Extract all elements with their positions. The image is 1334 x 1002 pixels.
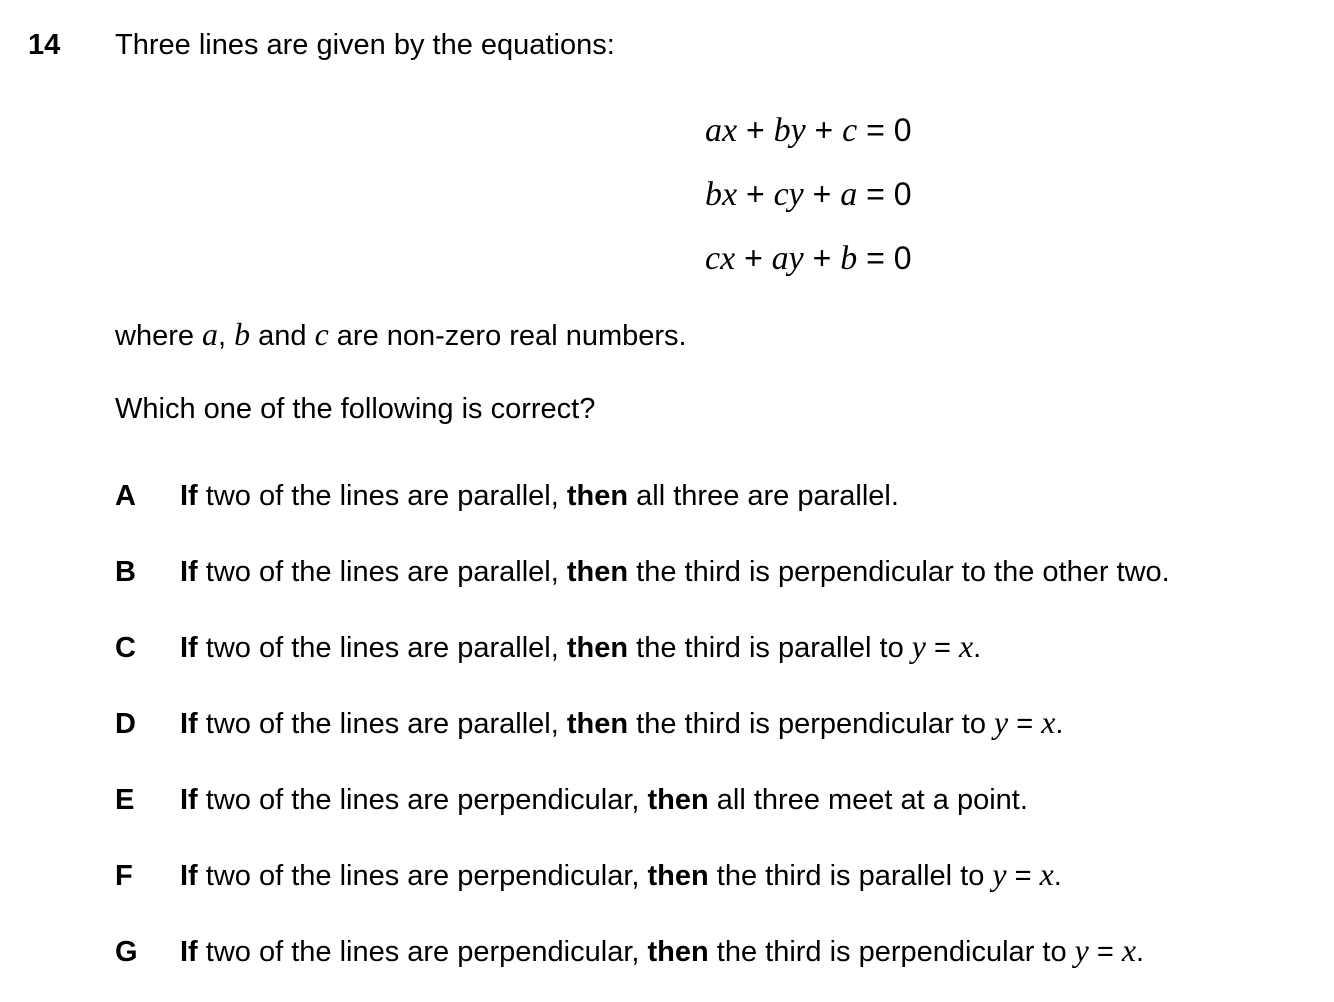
equation-line-3: cx + ay + b = 0	[705, 240, 912, 277]
option-text: If two of the lines are perpendicular, then the third is perpendicular to y = x.	[180, 933, 1145, 968]
equation-line-1: ax + by + c = 0	[705, 112, 912, 149]
option-row-g	[115, 935, 1144, 969]
option-row-c	[115, 631, 981, 665]
equation-block	[705, 98, 911, 290]
question-prompt: Which one of the following is correct?	[115, 393, 596, 425]
option-letter: D	[115, 708, 136, 740]
option-text: If two of the lines are parallel, then all three are parallel.	[180, 480, 899, 512]
option-row-a	[115, 479, 899, 513]
option-letter: A	[115, 480, 136, 512]
option-text: If two of the lines are parallel, then the third is parallel to y = x.	[180, 629, 982, 664]
option-row-d	[115, 707, 1063, 741]
option-text: If two of the lines are perpendicular, then the third is parallel to y = x.	[180, 857, 1062, 892]
option-letter: C	[115, 632, 136, 664]
equation-line-2: bx + cy + a = 0	[705, 176, 912, 213]
question-header	[28, 28, 615, 62]
option-row-e	[115, 783, 1028, 817]
option-text: If two of the lines are parallel, then the third is perpendicular to y = x.	[180, 705, 1064, 740]
option-row-b	[115, 555, 1170, 589]
option-letter: G	[115, 936, 138, 968]
condition-line: where a, b and c are non-zero real numbers.	[115, 317, 687, 352]
option-row-f	[115, 859, 1062, 893]
question-intro: Three lines are given by the equations:	[115, 29, 615, 61]
option-letter: B	[115, 556, 136, 588]
option-text: If two of the lines are perpendicular, then all three meet at a point.	[180, 784, 1028, 816]
option-letter: F	[115, 860, 133, 892]
option-text: If two of the lines are parallel, then the third is perpendicular to the other two.	[180, 556, 1170, 588]
option-letter: E	[115, 784, 135, 816]
question-number: 14	[28, 29, 61, 61]
